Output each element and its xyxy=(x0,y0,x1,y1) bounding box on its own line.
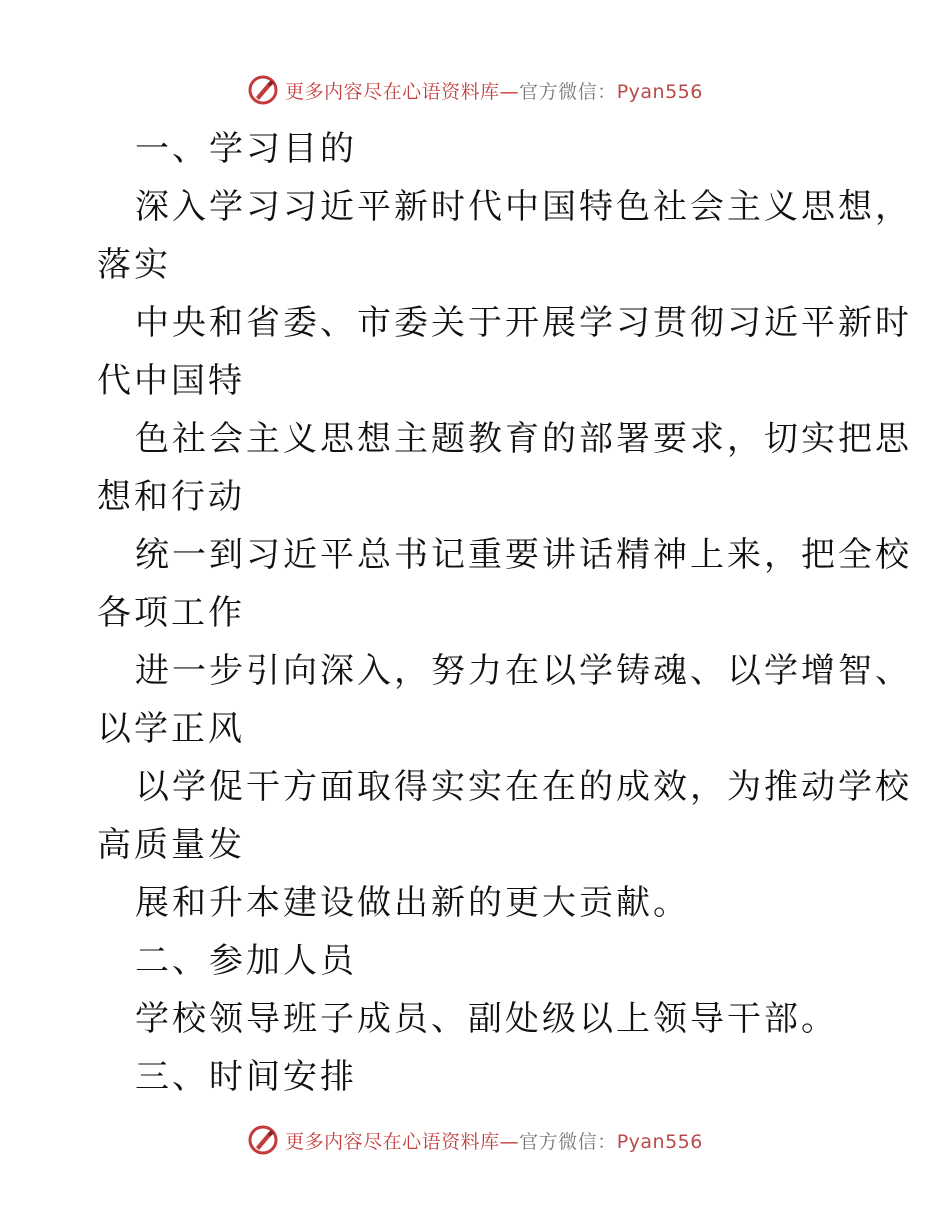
paragraph-line: 展和升本建设做出新的更大贡献。 xyxy=(135,883,690,923)
watermark-official: 官方微信： xyxy=(519,1130,617,1153)
watermark-dash: — xyxy=(499,1130,520,1153)
paragraph-line: 各项工作 xyxy=(97,593,245,633)
watermark-text xyxy=(285,1127,703,1154)
watermark-id: Pyan556 xyxy=(616,80,703,103)
watermark-main: 更多内容尽在心语资料库 xyxy=(285,1130,500,1153)
paragraph-line: 学校领导班子成员、副处级以上领导干部。 xyxy=(135,999,838,1039)
paragraph-line: 想和行动 xyxy=(97,477,245,517)
watermark-text xyxy=(285,77,703,104)
paragraph-line: 色社会主义思想主题教育的部署要求，切实把思 xyxy=(135,419,912,459)
watermark-dash: — xyxy=(499,80,520,103)
heading-schedule: 三、时间安排 xyxy=(135,1057,357,1097)
pen-logo-icon xyxy=(247,74,279,106)
watermark-official: 官方微信： xyxy=(519,80,617,103)
paragraph-line: 以学促干方面取得实实在在的成效，为推动学校 xyxy=(135,767,912,807)
paragraph-line: 代中国特 xyxy=(97,361,245,401)
paragraph-line: 统一到习近平总书记重要讲话精神上来，把全校 xyxy=(135,535,912,575)
footer-watermark xyxy=(0,1120,950,1160)
heading-participants: 二、参加人员 xyxy=(135,941,357,981)
paragraph-line: 中央和省委、市委关于开展学习贯彻习近平新时 xyxy=(135,303,912,343)
header-watermark xyxy=(0,70,950,110)
heading-study-purpose: 一、学习目的 xyxy=(135,129,357,169)
watermark-main: 更多内容尽在心语资料库 xyxy=(285,80,500,103)
pen-logo-icon xyxy=(247,1124,279,1156)
watermark-id: Pyan556 xyxy=(616,1130,703,1153)
paragraph-line: 高质量发 xyxy=(97,825,245,865)
paragraph-line: 深入学习习近平新时代中国特色社会主义思想， xyxy=(135,187,912,227)
paragraph-line: 落实 xyxy=(97,245,171,285)
paragraph-line: 进一步引向深入，努力在以学铸魂、以学增智、 xyxy=(135,651,912,691)
paragraph-line: 以学正风 xyxy=(97,709,245,749)
